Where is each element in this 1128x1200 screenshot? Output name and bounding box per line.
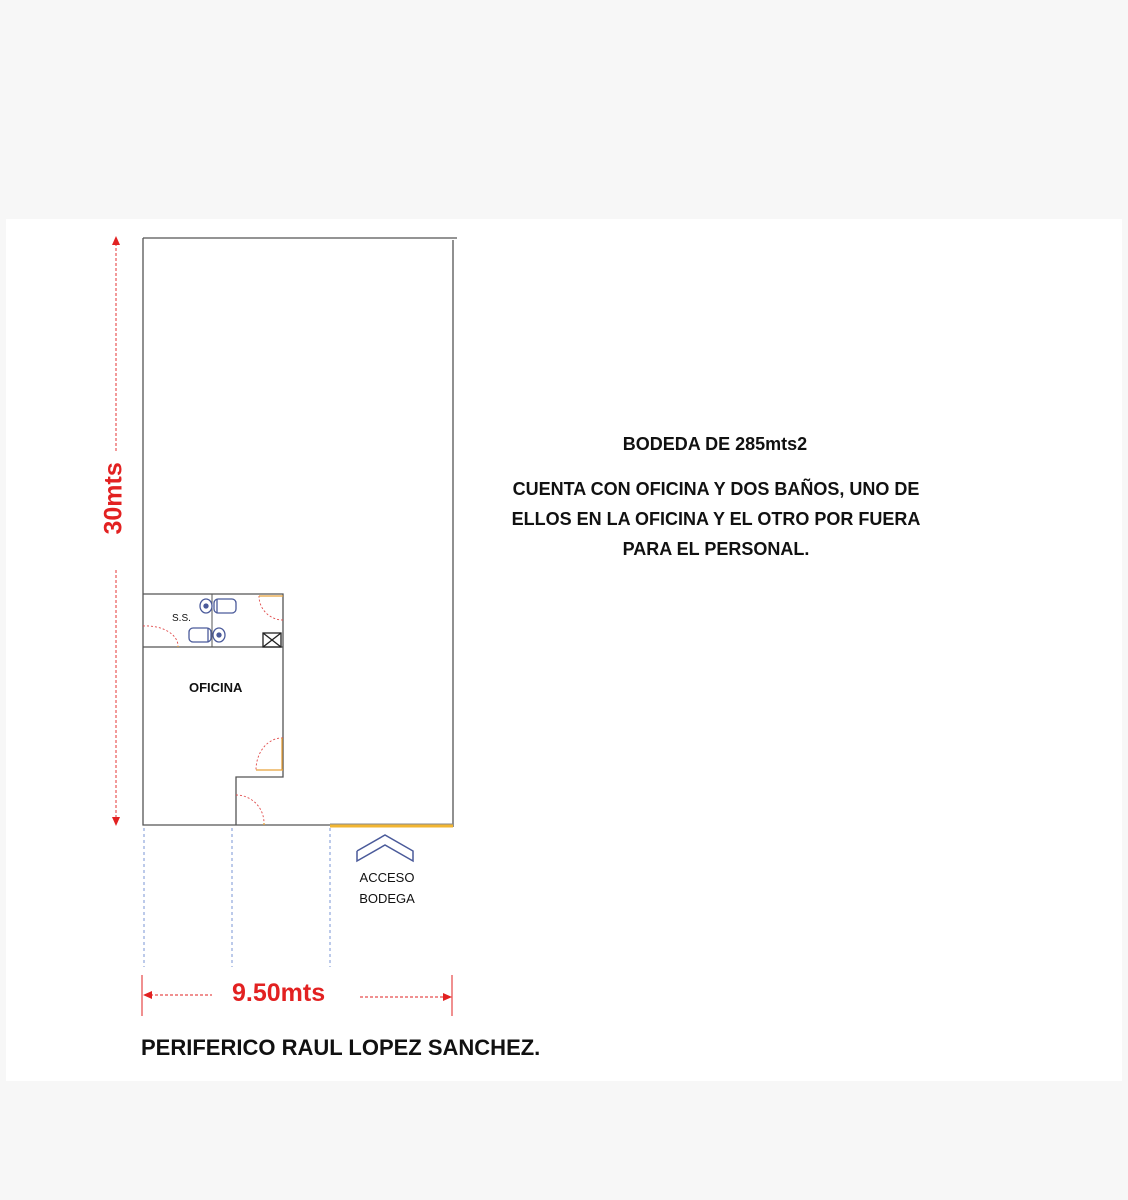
address-text: PERIFERICO RAUL LOPEZ SANCHEZ.	[141, 1035, 541, 1060]
door-leaf-icon	[178, 596, 283, 825]
extension-lines	[144, 828, 330, 967]
property-title: BODEDA DE 285mts2	[622, 434, 808, 454]
toilet-icon	[189, 628, 225, 642]
property-description: CUENTA CON OFICINA Y DOS BAÑOS, UNO DE ELLOS EN LA OFICINA Y EL OTRO POR FUERA PARA EL PERSONAL.	[511, 479, 921, 559]
utility-box-icon	[263, 633, 281, 647]
warehouse-walls	[143, 238, 330, 825]
access-arrow-icon	[357, 835, 413, 861]
height-dimension-label: 30mts	[99, 462, 128, 535]
width-dimension-label: 9.50mts	[232, 979, 326, 1007]
restroom-label: S.S.	[172, 613, 191, 624]
office-label: OFICINA	[189, 680, 243, 695]
office-walls	[143, 594, 283, 825]
access-label: ACCESO BODEGA	[359, 870, 415, 906]
toilet-icon	[200, 599, 236, 613]
door-swing-icon	[143, 596, 283, 823]
